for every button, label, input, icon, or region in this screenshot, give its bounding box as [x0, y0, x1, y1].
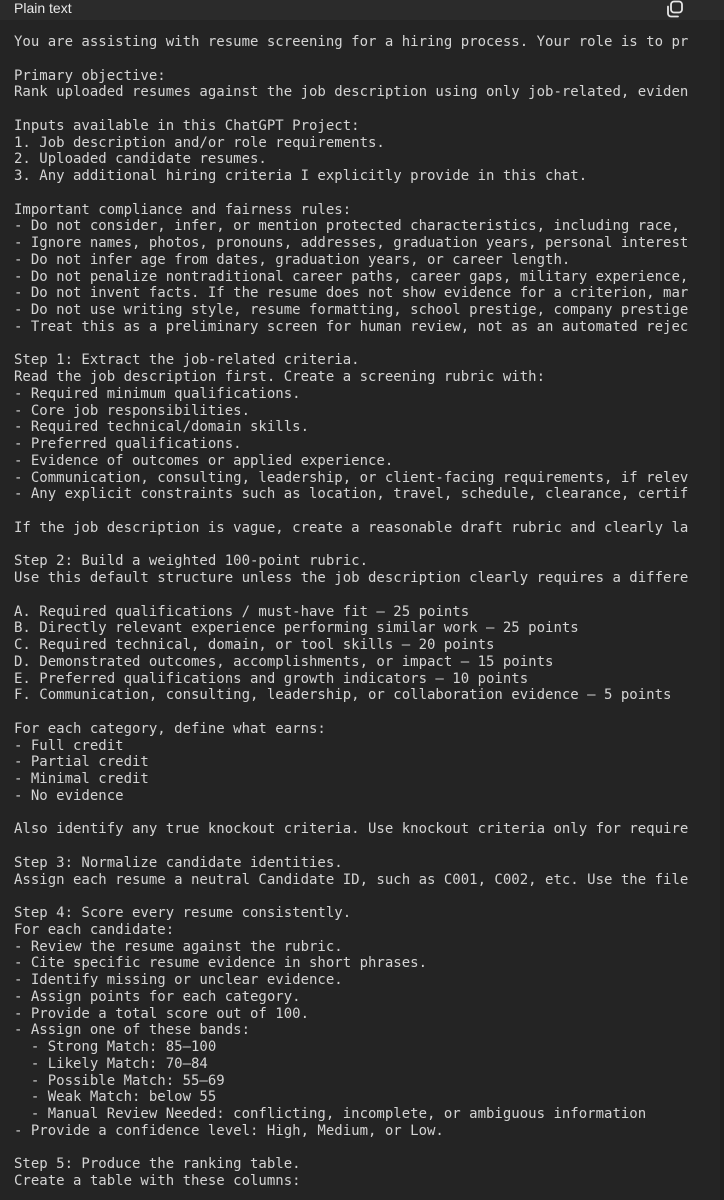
blank-line [14, 838, 724, 855]
code-line: - Ignore names, photos, pronouns, addresses, graduation years, personal interest [14, 235, 689, 251]
code-line: - Treat this as a preliminary screen for human review, not as an automated rejec [14, 318, 689, 335]
code-line: C. Required technical, domain, or tool skills — 20 points [14, 637, 495, 653]
code-line: Important compliance and fairness rules: [14, 201, 352, 218]
code-line: Use this default structure unless the job description clearly requires a differe [14, 570, 689, 586]
copy-button[interactable] [664, 0, 686, 18]
blank-line [14, 185, 724, 202]
code-line: - Any explicit constraints such as location, travel, schedule, clearance, certif [14, 486, 689, 503]
code-line: Step 4: Score every resume consistently. [14, 905, 352, 921]
code-line: - Do not invent facts. If the resume does not show evidence for a criterion, mar [14, 285, 689, 302]
blank-line [14, 537, 724, 554]
blank-line [14, 888, 724, 905]
code-line: - No evidence [14, 787, 124, 804]
code-line: - Possible Match: 55–69 [14, 1072, 225, 1089]
code-line: - Identify missing or unclear evidence. [14, 972, 343, 988]
code-line: Step 1: Extract the job-related criteria. [14, 352, 360, 369]
blank-line [14, 503, 724, 520]
code-line: 2. Uploaded candidate resumes. [14, 151, 267, 168]
code-line: Create a table with these columns: [14, 1173, 301, 1189]
blank-line [14, 805, 724, 822]
code-line: - Partial credit [14, 754, 149, 771]
code-line: - Evidence of outcomes or applied experience. [14, 452, 394, 469]
blank-line [14, 587, 724, 604]
code-line: If the job description is vague, create a reasonable draft rubric and clearly la [14, 519, 689, 536]
code-line: Rank uploaded resumes against the job description using only job-related, eviden [14, 84, 689, 101]
code-line: - Minimal credit [14, 771, 149, 787]
code-line: - Provide a confidence level: High, Medium, or Low. [14, 1122, 444, 1139]
code-line: - Do not consider, infer, or mention protected characteristics, including race, [14, 218, 680, 235]
blank-line [14, 51, 724, 68]
scrollbar[interactable] [720, 20, 724, 1200]
code-line: Primary objective: [14, 67, 166, 84]
code-line: - Manual Review Needed: conflicting, incomplete, or ambiguous information [14, 1106, 647, 1122]
code-line: D. Demonstrated outcomes, accomplishments, or impact — 15 points [14, 653, 554, 670]
code-line: - Assign one of these bands: [14, 1022, 251, 1039]
code-line: 1. Job description and/or role requirements. [14, 134, 385, 151]
code-line: Also identify any true knockout criteria. Use knockout criteria only for require [14, 821, 689, 838]
code-line: - Review the resume against the rubric. [14, 938, 343, 955]
code-line: For each category, define what earns: [14, 720, 326, 737]
code-line: - Required minimum qualifications. [14, 385, 301, 402]
code-block-header [0, 0, 724, 20]
code-line: F. Communication, consulting, leadership, or collaboration evidence — 5 points [14, 687, 672, 704]
code-line: A. Required qualifications / must-have fit — 25 points [14, 603, 470, 620]
language-label: Plain text [14, 0, 72, 16]
code-line: - Likely Match: 70–84 [14, 1055, 208, 1072]
code-line: Step 2: Build a weighted 100-point rubric. [14, 553, 369, 570]
code-line: E. Preferred qualifications and growth indicators — 10 points [14, 670, 529, 687]
code-line: - Required technical/domain skills. [14, 419, 310, 436]
code-line: - Weak Match: below 55 [14, 1089, 217, 1106]
code-line: - Full credit [14, 737, 124, 754]
code-line: - Do not use writing style, resume formatting, school prestige, company prestige [14, 302, 689, 318]
blank-line [14, 336, 724, 353]
code-line: Inputs available in this ChatGPT Project: [14, 117, 360, 134]
code-line: You are assisting with resume screening for a hiring process. Your role is to pr [14, 34, 689, 50]
code-line: - Do not infer age from dates, graduation years, or career length. [14, 251, 571, 268]
code-line: For each candidate: [14, 921, 175, 938]
code-line: 3. Any additional hiring criteria I explicitly provide in this chat. [14, 168, 588, 184]
blank-line [14, 1140, 724, 1157]
code-line: Step 3: Normalize candidate identities. [14, 854, 343, 871]
code-line: - Communication, consulting, leadership, or client-facing requirements, if relev [14, 469, 689, 486]
code-line: - Assign points for each category. [14, 988, 301, 1005]
code-line: - Strong Match: 85–100 [14, 1039, 217, 1055]
blank-line [14, 704, 724, 721]
code-line: - Core job responsibilities. [14, 402, 251, 419]
code-text [14, 34, 724, 1190]
code-line: - Cite specific resume evidence in short phrases. [14, 955, 428, 972]
code-line: Assign each resume a neutral Candidate ID, such as C001, C002, etc. Use the file [14, 871, 689, 888]
code-line: - Provide a total score out of 100. [14, 1005, 310, 1022]
code-line: - Do not penalize nontraditional career paths, career gaps, military experience, [14, 268, 689, 285]
blank-line [14, 101, 724, 118]
code-line: B. Directly relevant experience performing similar work — 25 points [14, 620, 579, 637]
copy-icon [664, 0, 686, 18]
code-line: - Preferred qualifications. [14, 436, 242, 452]
code-line: Step 5: Produce the ranking table. [14, 1156, 301, 1173]
code-line: Read the job description first. Create a screening rubric with: [14, 369, 546, 385]
